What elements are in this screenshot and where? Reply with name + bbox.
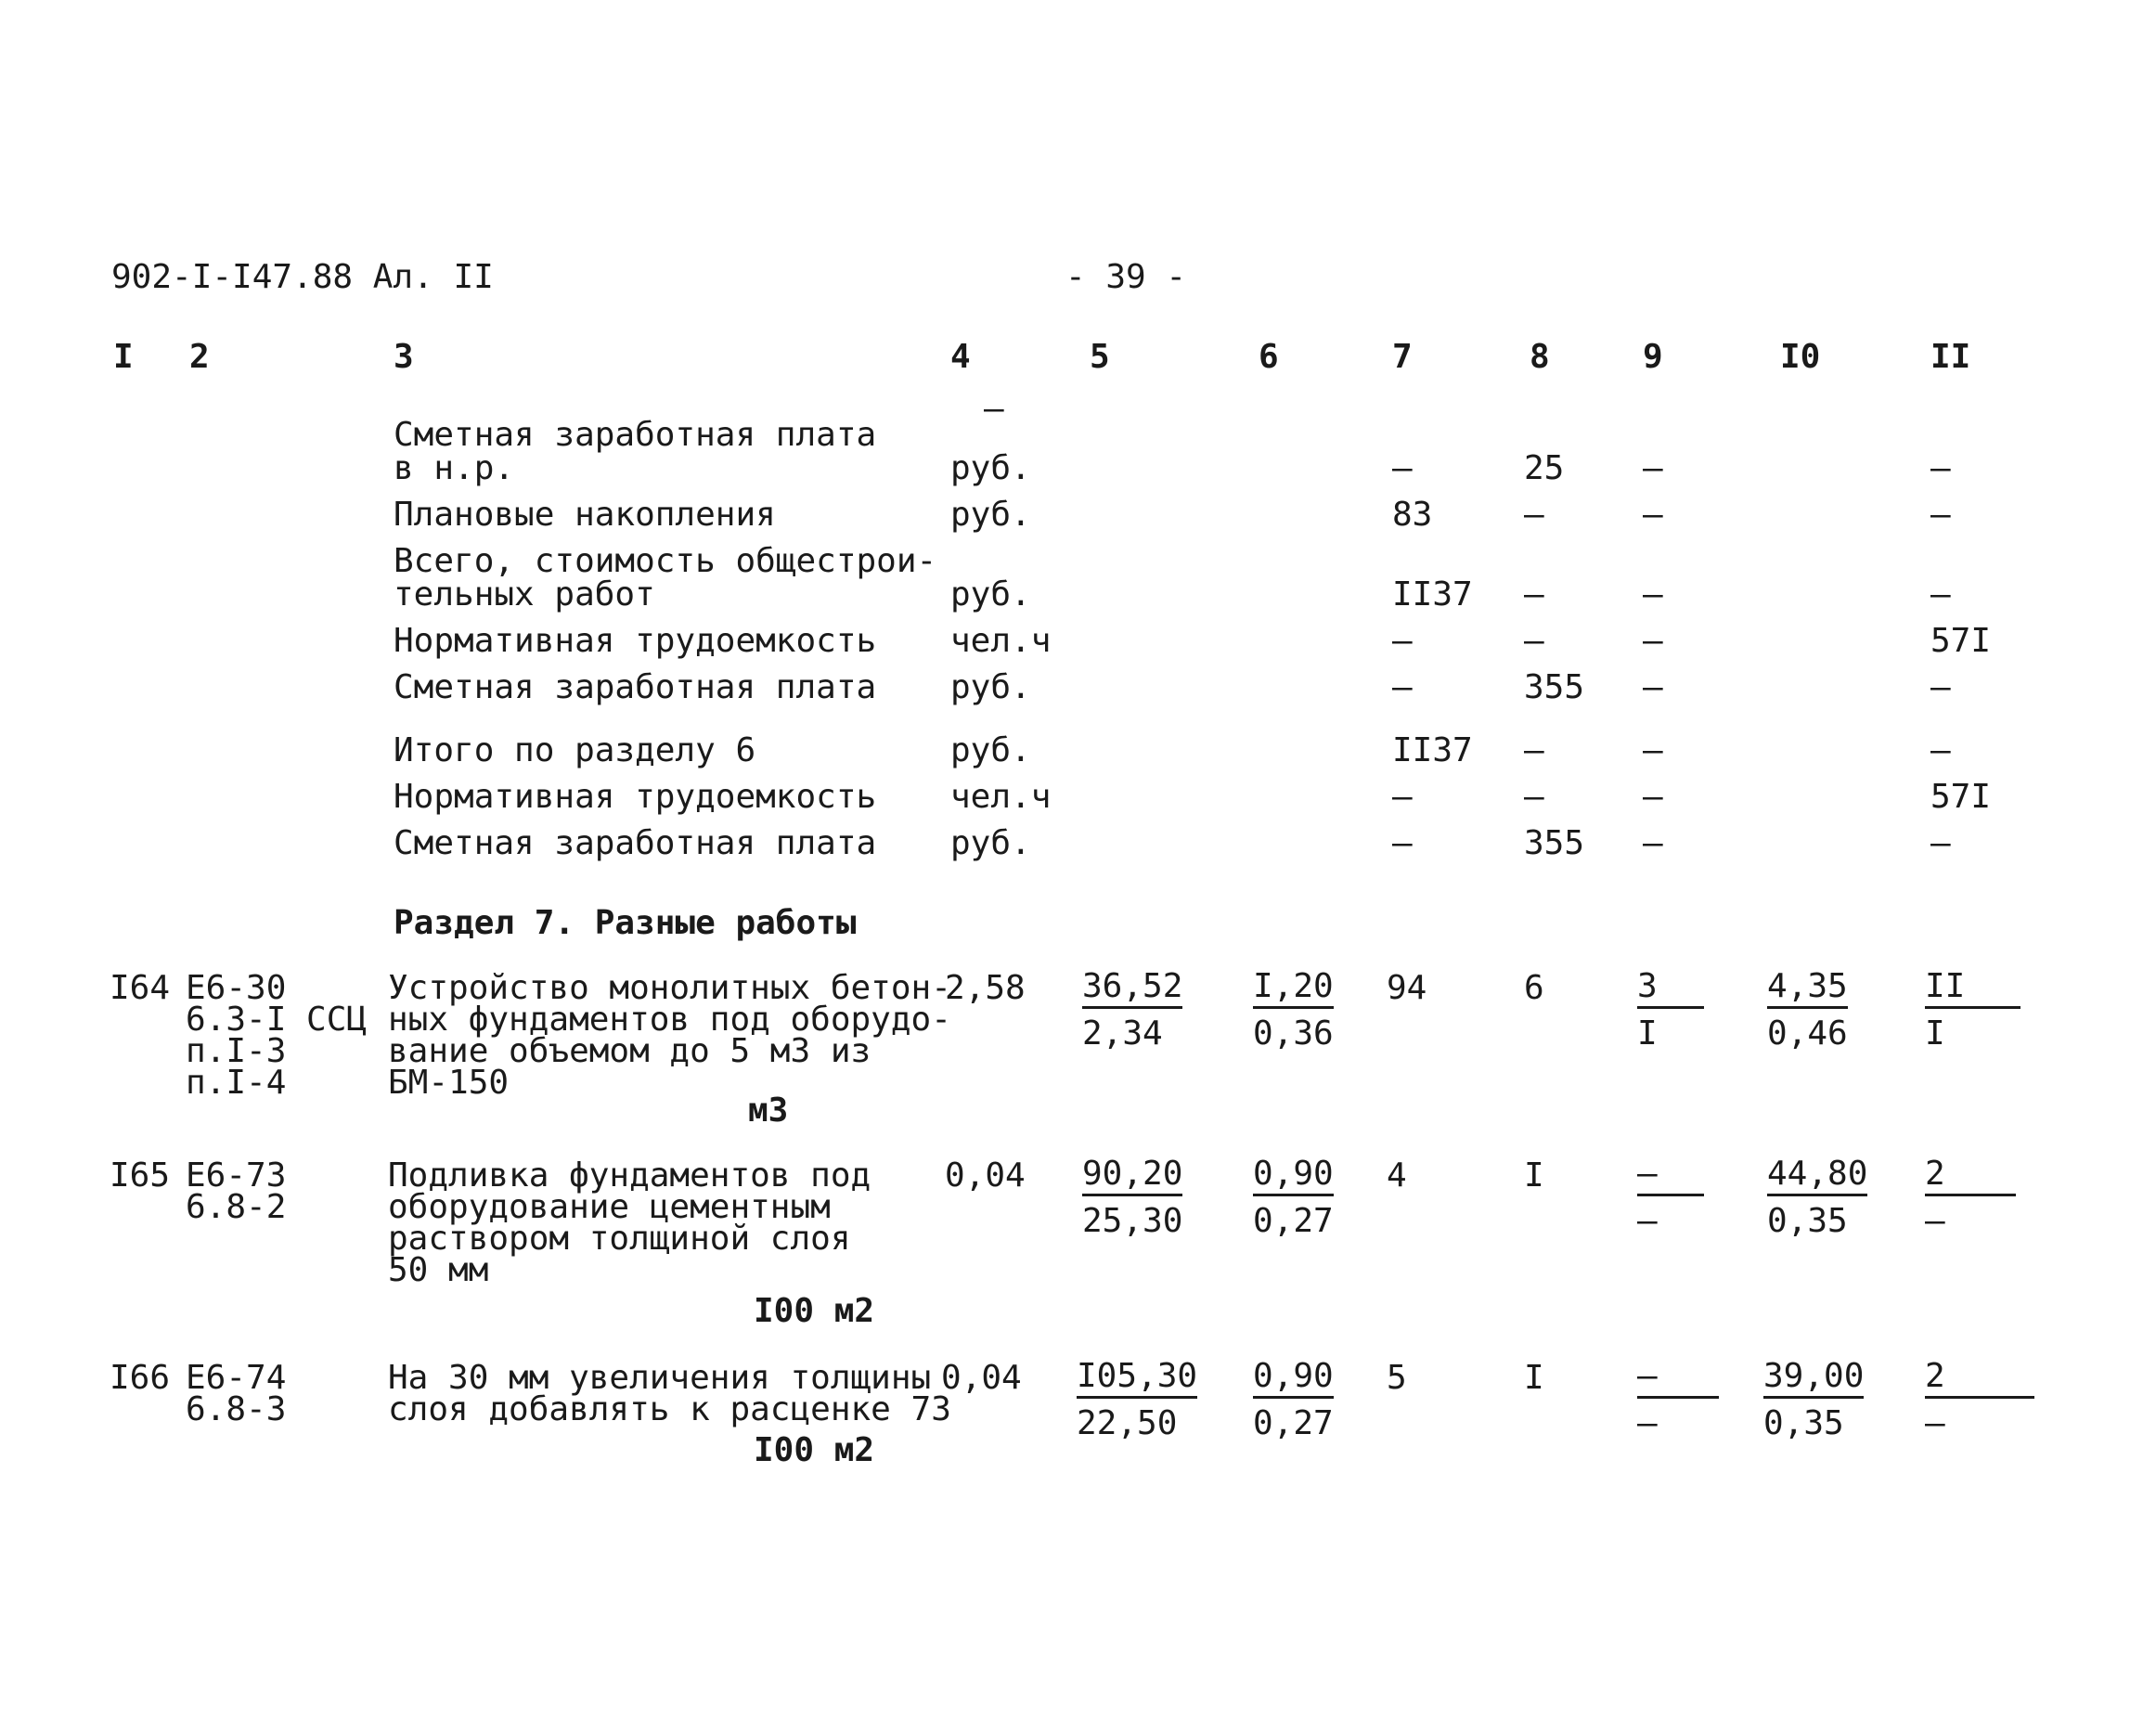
summary-col11: – bbox=[1930, 575, 1951, 614]
column-header-11: II bbox=[1930, 338, 1971, 376]
column-header-3: 3 bbox=[394, 338, 414, 376]
summary-col7: – bbox=[1392, 824, 1413, 862]
fraction-denominator: I bbox=[1925, 1014, 1945, 1053]
fraction-numerator: 2 bbox=[1925, 1361, 2034, 1399]
summary-col8: – bbox=[1524, 622, 1544, 660]
item-description-line: БМ-150 bbox=[388, 1064, 510, 1102]
summary-col7: – bbox=[1392, 622, 1413, 660]
fraction-denominator: 2,34 bbox=[1082, 1014, 1163, 1053]
summary-col8: 25 bbox=[1524, 449, 1565, 487]
fraction-numerator: I,20 bbox=[1253, 971, 1334, 1009]
column-header-5: 5 bbox=[1090, 338, 1110, 376]
summary-col11: – bbox=[1930, 496, 1951, 534]
summary-col8: – bbox=[1524, 575, 1544, 614]
column-header-2: 2 bbox=[189, 338, 210, 376]
summary-name-line1: Сметная заработная плата bbox=[394, 824, 877, 862]
summary-name-line1: Плановые накопления bbox=[394, 496, 776, 534]
item-col7: 5 bbox=[1387, 1359, 1407, 1397]
column-header-9: 9 bbox=[1643, 338, 1663, 376]
summary-unit: руб. bbox=[950, 449, 1031, 487]
item-description-line: вание объемом до 5 м3 из bbox=[388, 1032, 871, 1070]
summary-col11: 57I bbox=[1930, 778, 1992, 816]
item-col9-fraction bbox=[1637, 967, 1704, 1053]
item-description-line: оборудование цементным bbox=[388, 1188, 831, 1226]
summary-name-line1: Итого по разделу 6 bbox=[394, 731, 756, 769]
item-description-line: 50 мм bbox=[388, 1251, 489, 1289]
fraction-numerator: 4,35 bbox=[1767, 971, 1848, 1009]
item-col5-fraction bbox=[1077, 1357, 1198, 1442]
summary-col7: – bbox=[1392, 778, 1413, 816]
section-title: Раздел 7. Разные работы bbox=[394, 904, 857, 942]
summary-unit: чел.ч bbox=[950, 778, 1052, 816]
item-col10-fraction bbox=[1767, 967, 1848, 1053]
summary-unit: руб. bbox=[950, 668, 1031, 706]
item-quantity: 2,58 bbox=[945, 969, 1026, 1007]
fraction-numerator: 44,80 bbox=[1767, 1158, 1867, 1196]
fraction-denominator: 0,35 bbox=[1767, 1202, 1848, 1240]
item-col6-fraction bbox=[1253, 1357, 1334, 1442]
summary-name-line1: Нормативная трудоемкость bbox=[394, 622, 877, 660]
fraction-denominator: 25,30 bbox=[1082, 1202, 1183, 1240]
item-col11-fraction bbox=[1925, 967, 2020, 1053]
fraction-denominator: – bbox=[1637, 1202, 1658, 1240]
fraction-numerator: 36,52 bbox=[1082, 971, 1182, 1009]
fraction-denominator: 0,36 bbox=[1253, 1014, 1334, 1053]
summary-col7: II37 bbox=[1392, 731, 1473, 769]
page-number: - 39 - bbox=[1065, 258, 1187, 296]
column-header-4: 4 bbox=[950, 338, 971, 376]
item-code-line: Е6-74 bbox=[186, 1359, 287, 1397]
fraction-numerator: 90,20 bbox=[1082, 1158, 1182, 1196]
item-unit: м3 bbox=[748, 1092, 789, 1130]
item-description-line: Устройство монолитных бетон- bbox=[388, 969, 951, 1007]
item-col5-fraction bbox=[1082, 967, 1183, 1053]
item-col10-fraction bbox=[1767, 1155, 1868, 1240]
item-col11-fraction bbox=[1925, 1155, 2016, 1240]
item-code-line: 6.3-I ССЦ bbox=[186, 1001, 368, 1039]
summary-col9: – bbox=[1643, 668, 1663, 706]
fraction-numerator: II bbox=[1925, 971, 2020, 1009]
item-col9-fraction bbox=[1637, 1155, 1704, 1240]
summary-col7: – bbox=[1392, 449, 1413, 487]
summary-col7: II37 bbox=[1392, 575, 1473, 614]
item-col7: 4 bbox=[1387, 1156, 1407, 1195]
document-code: 902-I-I47.88 Ал. II bbox=[111, 258, 494, 296]
summary-col11: – bbox=[1930, 449, 1951, 487]
item-description-line: На 30 мм увеличения толщины bbox=[388, 1359, 932, 1397]
summary-col7: 83 bbox=[1392, 496, 1433, 534]
summary-unit: руб. bbox=[950, 496, 1031, 534]
item-code-line: п.I-4 bbox=[186, 1064, 287, 1102]
item-number: I65 bbox=[110, 1156, 171, 1195]
summary-col11: – bbox=[1930, 731, 1951, 769]
summary-col7: – bbox=[1392, 668, 1413, 706]
item-code-line: Е6-73 bbox=[186, 1156, 287, 1195]
item-col9-fraction bbox=[1637, 1357, 1719, 1442]
fraction-denominator: I bbox=[1637, 1014, 1658, 1053]
item-unit: I00 м2 bbox=[754, 1292, 875, 1330]
summary-col11: – bbox=[1930, 824, 1951, 862]
fraction-numerator: 39,00 bbox=[1763, 1361, 1864, 1399]
summary-col9: – bbox=[1643, 622, 1663, 660]
column-header-7: 7 bbox=[1392, 338, 1413, 376]
fraction-numerator: – bbox=[1637, 1158, 1704, 1196]
summary-col8: – bbox=[1524, 731, 1544, 769]
top-dash: – bbox=[984, 390, 1004, 428]
fraction-numerator: 0,90 bbox=[1253, 1158, 1334, 1196]
fraction-numerator: 2 bbox=[1925, 1158, 2016, 1196]
item-col11-fraction bbox=[1925, 1357, 2034, 1442]
item-description-line: Подливка фундаментов под bbox=[388, 1156, 871, 1195]
summary-col11: 57I bbox=[1930, 622, 1992, 660]
summary-name-line1: Сметная заработная плата bbox=[394, 668, 877, 706]
item-col8: I bbox=[1524, 1156, 1544, 1195]
fraction-denominator: 0,27 bbox=[1253, 1202, 1334, 1240]
summary-name-line2: тельных работ bbox=[394, 575, 655, 614]
summary-name-line1: Нормативная трудоемкость bbox=[394, 778, 877, 816]
summary-unit: руб. bbox=[950, 731, 1031, 769]
item-col8: 6 bbox=[1524, 969, 1544, 1007]
item-description-line: раствором толщиной слоя bbox=[388, 1220, 851, 1258]
item-unit: I00 м2 bbox=[754, 1431, 875, 1469]
summary-col8: 355 bbox=[1524, 824, 1585, 862]
item-code-line: п.I-3 bbox=[186, 1032, 287, 1070]
column-header-6: 6 bbox=[1259, 338, 1279, 376]
item-col7: 94 bbox=[1387, 969, 1427, 1007]
fraction-denominator: – bbox=[1637, 1404, 1658, 1442]
summary-col9: – bbox=[1643, 496, 1663, 534]
summary-name-line1: Всего, стоимость общестрои- bbox=[394, 542, 937, 580]
item-description-line: слоя добавлять к расценке 73 bbox=[388, 1390, 951, 1428]
summary-col9: – bbox=[1643, 731, 1663, 769]
item-number: I64 bbox=[110, 969, 171, 1007]
summary-unit: чел.ч bbox=[950, 622, 1052, 660]
fraction-numerator: 3 bbox=[1637, 971, 1704, 1009]
summary-name-line1: Сметная заработная плата bbox=[394, 416, 877, 454]
item-col10-fraction bbox=[1763, 1357, 1865, 1442]
column-header-1: I bbox=[113, 338, 134, 376]
fraction-denominator: 0,46 bbox=[1767, 1014, 1848, 1053]
item-description-line: ных фундаментов под оборудо- bbox=[388, 1001, 951, 1039]
item-code-line: 6.8-3 bbox=[186, 1390, 287, 1428]
item-quantity: 0,04 bbox=[941, 1359, 1022, 1397]
item-number: I66 bbox=[110, 1359, 171, 1397]
fraction-denominator: 22,50 bbox=[1077, 1404, 1178, 1442]
item-quantity: 0,04 bbox=[945, 1156, 1026, 1195]
summary-col9: – bbox=[1643, 575, 1663, 614]
fraction-numerator: 0,90 bbox=[1253, 1361, 1334, 1399]
item-col6-fraction bbox=[1253, 967, 1334, 1053]
summary-col8: – bbox=[1524, 496, 1544, 534]
summary-unit: руб. bbox=[950, 575, 1031, 614]
fraction-denominator: – bbox=[1925, 1404, 1945, 1442]
item-col8: I bbox=[1524, 1359, 1544, 1397]
item-code-line: Е6-30 bbox=[186, 969, 287, 1007]
fraction-numerator: – bbox=[1637, 1361, 1719, 1399]
summary-col9: – bbox=[1643, 824, 1663, 862]
summary-name-line2: в н.р. bbox=[394, 449, 515, 487]
summary-col8: 355 bbox=[1524, 668, 1585, 706]
item-code-line: 6.8-2 bbox=[186, 1188, 287, 1226]
fraction-numerator: I05,30 bbox=[1077, 1361, 1197, 1399]
summary-col8: – bbox=[1524, 778, 1544, 816]
column-header-8: 8 bbox=[1530, 338, 1550, 376]
fraction-denominator: 0,27 bbox=[1253, 1404, 1334, 1442]
item-col6-fraction bbox=[1253, 1155, 1334, 1240]
item-col5-fraction bbox=[1082, 1155, 1183, 1240]
summary-col9: – bbox=[1643, 778, 1663, 816]
summary-unit: руб. bbox=[950, 824, 1031, 862]
summary-col9: – bbox=[1643, 449, 1663, 487]
summary-col11: – bbox=[1930, 668, 1951, 706]
column-header-10: I0 bbox=[1780, 338, 1821, 376]
fraction-denominator: – bbox=[1925, 1202, 1945, 1240]
fraction-denominator: 0,35 bbox=[1763, 1404, 1844, 1442]
